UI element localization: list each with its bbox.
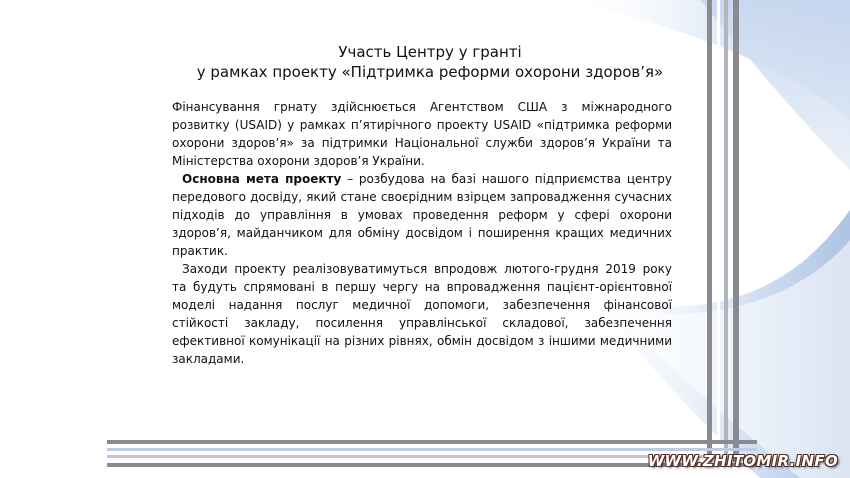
goal-text: – розбудова на базі нашого підприємства центру передового досвіду, який стане своєрідним взірцем запровадження сучасних підходів до управління в умовах проведення реформ у сфері охорони здоров’я, майданчиком для обміну досвідом і поширення кращих медичних практик. <box>172 172 672 258</box>
paragraph-activities: Заходи проекту реалізовуватимуться впродовж лютого-грудня 2019 року та будуть спрямовані в першу чергу на впровадження пацієнт-орієнтовної моделі надання послуг медичної допомоги, забезпечення фінансової стійкості закладу, посилення управлінської складової, забезпечення ефективної комунікації на різних рівнях, обмін досвідом з іншими медичними закладами. <box>172 262 672 366</box>
slide-title-line-1: Участь Центру у гранті <box>338 43 522 61</box>
vertical-bar-1 <box>707 0 712 462</box>
horizontal-bar-1 <box>107 440 757 444</box>
paragraph-goal <box>172 170 672 260</box>
site-watermark: WWW.ZHITOMIR.INFO <box>647 452 838 470</box>
vertical-bar-2 <box>717 0 720 462</box>
paragraph-funding: Фінансування грнату здійснюється Агентством США з міжнародного розвитку (USAID) у рамках п’ятирічного проекту USAID «підтримка реформи охорони здоров’я» за підтримки Національної служби здоров’я України та Міністерства охорони здоров’я України. <box>172 100 672 168</box>
horizontal-bar-2 <box>107 448 757 451</box>
blue-band <box>700 0 850 170</box>
vertical-bar-4 <box>733 0 739 462</box>
slide-body <box>172 98 672 368</box>
vertical-bar-3 <box>724 0 728 462</box>
slide-title <box>180 42 680 82</box>
goal-heading: Основна мета проекту <box>182 172 342 186</box>
slide-title-line-2: у рамках проекту «Підтримка реформи охорони здоров’я» <box>196 63 664 81</box>
